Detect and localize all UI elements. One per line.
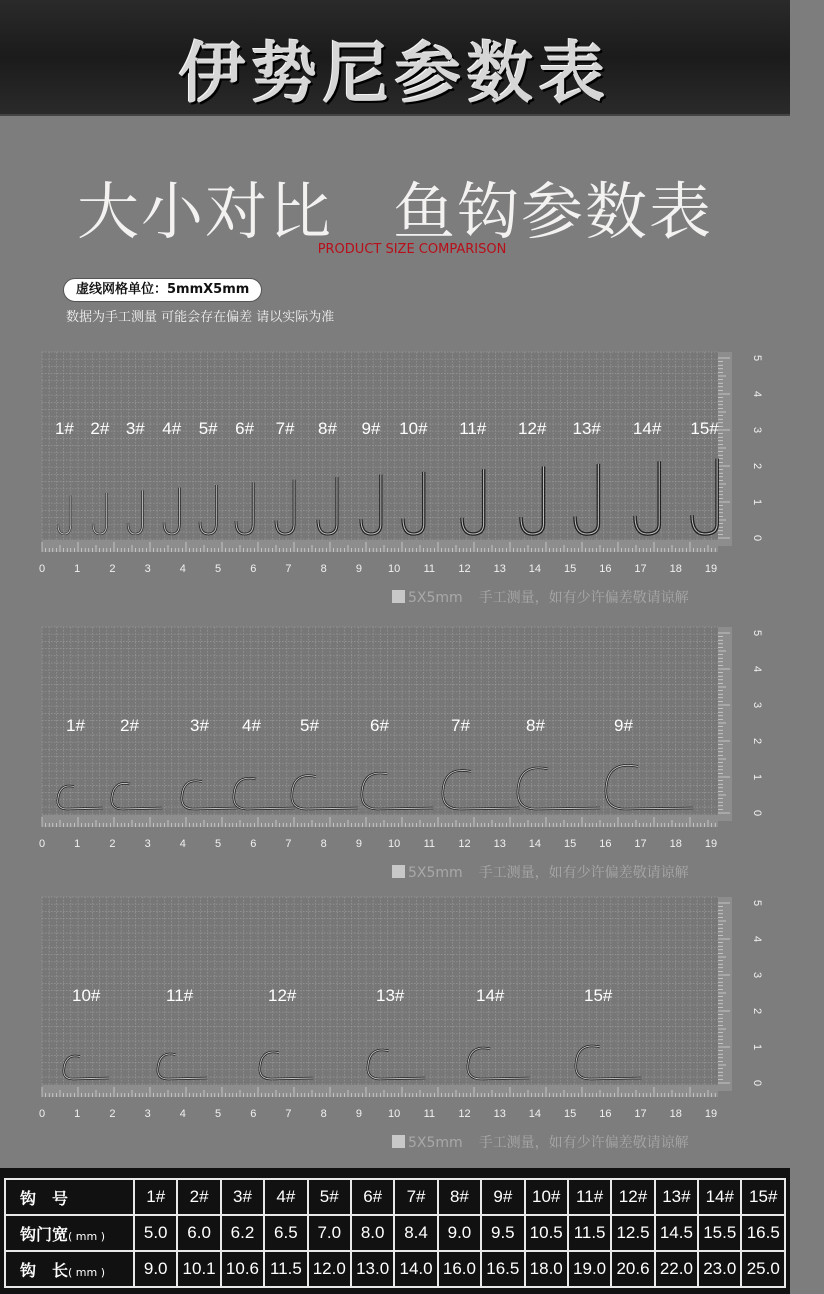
ruler-right <box>718 352 732 546</box>
section-title-right: 鱼钩参数表 <box>393 175 714 248</box>
x-tick-label: 6 <box>250 1108 257 1120</box>
x-tick-label: 11 <box>423 563 436 575</box>
table-cell: 9.0 <box>134 1251 177 1287</box>
table-cell: 14.0 <box>394 1251 437 1287</box>
row-unit: ( mm ) <box>68 1229 106 1243</box>
x-tick-label: 19 <box>704 1108 718 1120</box>
ruler-right <box>718 897 732 1091</box>
y-tick-label: 0 <box>751 809 763 817</box>
chart-svg <box>38 350 763 580</box>
table-cell: 1# <box>134 1179 177 1215</box>
x-tick-label: 2 <box>109 1108 116 1120</box>
y-tick-label: 3 <box>751 701 763 709</box>
x-tick-label: 6 <box>250 838 257 850</box>
table-cell: 6.5 <box>264 1215 307 1251</box>
hook-size-label: 12# <box>518 419 547 438</box>
y-tick-label: 0 <box>751 1079 763 1087</box>
x-tick-label: 5 <box>214 838 222 850</box>
x-tick-label: 14 <box>528 1108 542 1120</box>
hook-size-label: 3# <box>190 716 209 735</box>
hook-size-label: 9# <box>361 419 381 438</box>
square-icon <box>392 590 405 603</box>
x-tick-label: 7 <box>285 1108 292 1120</box>
y-tick-label: 3 <box>751 426 763 434</box>
x-tick-label: 8 <box>320 1108 327 1120</box>
table-cell: 12.0 <box>308 1251 351 1287</box>
row-header: 钩 号 <box>5 1179 134 1215</box>
x-tick-label: 16 <box>599 838 612 850</box>
x-tick-label: 4 <box>179 838 186 850</box>
chart-svg <box>38 625 763 855</box>
table-cell: 15.5 <box>698 1215 741 1251</box>
x-tick-label: 5 <box>214 563 222 575</box>
measurement-watermark <box>392 587 689 607</box>
table-cell: 5.0 <box>134 1215 177 1251</box>
hook-size-label: 14# <box>476 986 505 1005</box>
table-cell: 2# <box>177 1179 220 1215</box>
table-cell: 16.0 <box>438 1251 481 1287</box>
hook-size-label: 3# <box>125 419 145 438</box>
x-tick-label: 16 <box>599 563 612 575</box>
hook-size-label: 14# <box>632 419 662 438</box>
hook-size-label: 2# <box>90 419 110 438</box>
x-tick-label: 13 <box>493 1108 506 1120</box>
row-unit: ( mm ) <box>68 1265 106 1279</box>
x-tick-label: 11 <box>423 838 436 850</box>
table-cell: 12.5 <box>611 1215 654 1251</box>
table-cell: 11.5 <box>568 1215 611 1251</box>
square-icon <box>392 1135 405 1148</box>
y-tick-label: 2 <box>751 462 763 470</box>
hook-size-label: 13# <box>572 419 601 438</box>
hook-comparison-chart-large <box>38 895 763 1125</box>
x-tick-label: 2 <box>109 563 116 575</box>
y-tick-label: 0 <box>751 534 763 542</box>
hook-size-label: 2# <box>120 716 139 735</box>
ruler-bottom <box>42 1085 718 1097</box>
table-cell: 23.0 <box>698 1251 741 1287</box>
hook-size-label: 7# <box>275 419 295 438</box>
measurement-note: 数据为手工测量 可能会存在偏差 请以实际为准 <box>66 310 335 325</box>
table-cell: 7.0 <box>308 1215 351 1251</box>
watermark-text: 手工测量，如有少许偏差敬请谅解 <box>478 590 689 606</box>
y-tick-label: 3 <box>751 971 763 979</box>
x-tick-label: 9 <box>355 1108 362 1120</box>
x-tick-label: 12 <box>458 1108 471 1120</box>
x-tick-label: 4 <box>179 1108 186 1120</box>
hook-size-label: 5# <box>198 419 218 438</box>
hook-size-label: 5# <box>300 716 319 735</box>
hook-size-label: 12# <box>268 986 297 1005</box>
x-tick-label: 3 <box>144 1108 151 1120</box>
x-tick-label: 17 <box>634 1108 647 1120</box>
table-cell: 3# <box>221 1179 264 1215</box>
table-cell: 6.0 <box>177 1215 220 1251</box>
x-tick-label: 9 <box>355 838 362 850</box>
hook-size-label: 11# <box>166 986 194 1005</box>
x-tick-label: 14 <box>528 838 542 850</box>
watermark-text: 手工测量，如有少许偏差敬请谅解 <box>478 1135 689 1151</box>
x-tick-label: 15 <box>564 1108 577 1120</box>
x-tick-label: 0 <box>38 563 46 575</box>
section-title-left: 大小对比 <box>76 175 333 248</box>
watermark-text: 手工测量，如有少许偏差敬请谅解 <box>478 865 689 881</box>
x-tick-label: 7 <box>285 838 292 850</box>
x-tick-label: 12 <box>458 838 471 850</box>
table-row <box>5 1251 785 1287</box>
hook-size-label: 10# <box>399 419 428 438</box>
table-cell: 9.5 <box>481 1215 524 1251</box>
hook-size-label: 15# <box>584 986 613 1005</box>
table-cell: 10# <box>525 1179 568 1215</box>
y-tick-label: 2 <box>751 737 763 745</box>
table-cell: 14.5 <box>655 1215 698 1251</box>
table-cell: 8.0 <box>351 1215 394 1251</box>
x-tick-label: 10 <box>387 1108 401 1120</box>
hook-size-label: 8# <box>318 419 337 438</box>
y-tick-label: 4 <box>751 935 763 943</box>
watermark-unit: 5X5mm <box>408 1135 463 1151</box>
table-cell: 13.0 <box>351 1251 394 1287</box>
table-cell: 11.5 <box>264 1251 307 1287</box>
watermark-unit: 5X5mm <box>408 590 463 606</box>
x-tick-label: 17 <box>634 838 647 850</box>
square-icon <box>392 865 405 878</box>
hook-size-label: 13# <box>376 986 405 1005</box>
x-tick-label: 6 <box>250 563 257 575</box>
table-cell: 8# <box>438 1179 481 1215</box>
x-tick-label: 13 <box>493 563 506 575</box>
table-cell: 22.0 <box>655 1251 698 1287</box>
grid-unit-badge: 虚线网格单位：5mmX5mm <box>63 278 262 302</box>
x-tick-label: 10 <box>387 838 401 850</box>
x-tick-label: 11 <box>423 1108 436 1120</box>
x-tick-label: 12 <box>458 563 471 575</box>
table-cell: 16.5 <box>481 1251 524 1287</box>
hook-size-label: 6# <box>370 716 389 735</box>
table-cell: 14# <box>698 1179 741 1215</box>
x-tick-label: 0 <box>38 838 46 850</box>
x-tick-label: 18 <box>669 838 682 850</box>
table-cell: 7# <box>394 1179 437 1215</box>
table-cell: 9.0 <box>438 1215 481 1251</box>
x-tick-label: 8 <box>320 838 327 850</box>
x-tick-label: 18 <box>669 1108 682 1120</box>
hook-size-label: 7# <box>451 716 470 735</box>
table-cell: 10.5 <box>525 1215 568 1251</box>
measurement-watermark <box>392 862 689 882</box>
y-tick-label: 5 <box>751 629 763 637</box>
measurement-watermark <box>392 1132 689 1152</box>
y-tick-label: 5 <box>751 899 763 907</box>
hook-size-label: 10# <box>72 986 101 1005</box>
table-cell: 13# <box>655 1179 698 1215</box>
hook-size-label: 15# <box>690 419 719 438</box>
x-tick-label: 1 <box>74 563 81 575</box>
table-cell: 25.0 <box>741 1251 785 1287</box>
x-tick-label: 2 <box>109 838 116 850</box>
table-cell: 9# <box>481 1179 524 1215</box>
x-tick-label: 16 <box>599 1108 612 1120</box>
header-banner <box>0 0 790 116</box>
parameter-table <box>0 1168 790 1294</box>
x-tick-label: 9 <box>355 563 362 575</box>
x-tick-label: 19 <box>704 838 718 850</box>
x-tick-label: 10 <box>387 563 401 575</box>
row-header: 钩门宽( mm ) <box>5 1215 134 1251</box>
x-tick-label: 4 <box>179 563 186 575</box>
x-tick-label: 1 <box>74 1108 81 1120</box>
section-title-english: PRODUCT SIZE COMPARISON <box>317 242 507 257</box>
row-header: 钩 长( mm ) <box>5 1251 134 1287</box>
x-tick-label: 3 <box>144 563 151 575</box>
table-cell: 20.6 <box>611 1251 654 1287</box>
x-tick-label: 15 <box>564 563 577 575</box>
hook-size-label: 4# <box>242 716 261 735</box>
y-tick-label: 4 <box>751 390 763 398</box>
ruler-right <box>718 627 732 821</box>
hook-size-label: 1# <box>54 419 74 438</box>
x-tick-label: 1 <box>74 838 81 850</box>
watermark-unit: 5X5mm <box>408 865 463 881</box>
x-tick-label: 3 <box>144 838 151 850</box>
page-title: 伊势尼参数表 <box>179 35 611 112</box>
x-tick-label: 17 <box>634 563 647 575</box>
x-tick-label: 14 <box>528 563 542 575</box>
hook-comparison-chart-small <box>38 625 763 855</box>
table-cell: 10.1 <box>177 1251 220 1287</box>
y-tick-label: 1 <box>751 498 763 506</box>
hook-size-label: 4# <box>162 419 182 438</box>
table-cell: 10.6 <box>221 1251 264 1287</box>
table-row <box>5 1215 785 1251</box>
y-tick-label: 4 <box>751 665 763 673</box>
x-tick-label: 15 <box>564 838 577 850</box>
chart-svg <box>38 895 763 1125</box>
table-row <box>5 1179 785 1215</box>
hook-size-label: 1# <box>66 716 85 735</box>
table-cell: 8.4 <box>394 1215 437 1251</box>
table-cell: 18.0 <box>525 1251 568 1287</box>
table-cell: 5# <box>308 1179 351 1215</box>
table-cell: 11# <box>568 1179 611 1215</box>
hook-size-label: 9# <box>614 716 633 735</box>
y-tick-label: 1 <box>751 773 763 781</box>
x-tick-label: 18 <box>669 563 682 575</box>
x-tick-label: 0 <box>38 1108 46 1120</box>
table-cell: 19.0 <box>568 1251 611 1287</box>
table-cell: 12# <box>611 1179 654 1215</box>
x-tick-label: 13 <box>493 838 506 850</box>
y-tick-label: 5 <box>751 354 763 362</box>
ruler-bottom <box>42 815 718 827</box>
hook-comparison-chart-all <box>38 350 763 580</box>
table-cell: 6.2 <box>221 1215 264 1251</box>
y-tick-label: 1 <box>751 1043 763 1051</box>
x-tick-label: 8 <box>320 563 327 575</box>
section-title <box>0 162 790 251</box>
x-tick-label: 5 <box>214 1108 222 1120</box>
hook-size-label: 11# <box>459 419 487 438</box>
y-tick-label: 2 <box>751 1007 763 1015</box>
x-tick-label: 19 <box>704 563 718 575</box>
table-cell: 6# <box>351 1179 394 1215</box>
table-cell: 4# <box>264 1179 307 1215</box>
ruler-bottom <box>42 540 718 552</box>
hook-size-label: 8# <box>526 716 545 735</box>
x-tick-label: 7 <box>285 563 292 575</box>
table-cell: 16.5 <box>741 1215 785 1251</box>
hook-size-label: 6# <box>235 419 255 438</box>
table-cell: 15# <box>741 1179 785 1215</box>
